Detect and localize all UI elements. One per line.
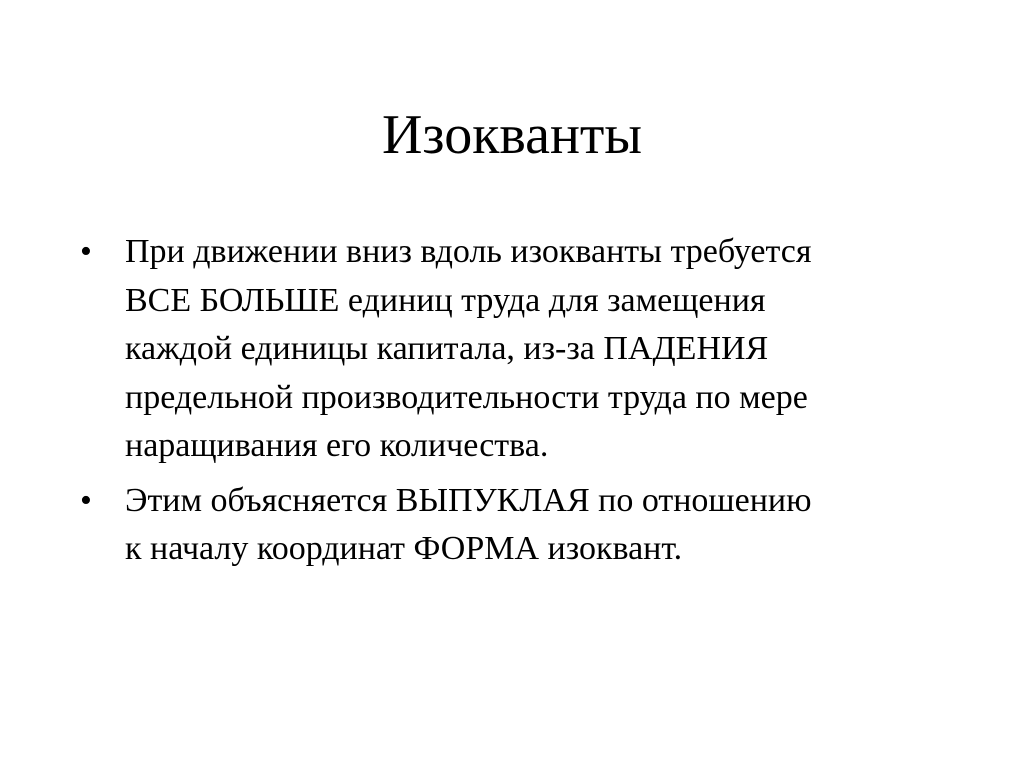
- bullet-icon: •: [80, 233, 92, 270]
- bullet-text-line: наращивания его количества.: [125, 427, 549, 464]
- slide-title: Изокванты: [381, 104, 643, 166]
- bullet-item: [80, 477, 960, 574]
- bullet-text-line: предельной производительности труда по мере: [125, 378, 808, 416]
- bullet-text-line: Этим объясняется ВЫПУКЛАЯ по отношению: [125, 481, 812, 519]
- bullet-item: [80, 228, 960, 471]
- bullet-text-line: ВСЕ БОЛЬШЕ единиц труда для замещения: [125, 281, 766, 319]
- bullet-text-line: каждой единицы капитала, из-за ПАДЕНИЯ: [125, 330, 769, 367]
- bullet-text-line: к началу координат ФОРМА изоквант.: [125, 530, 683, 567]
- bullet-icon: •: [80, 481, 92, 519]
- bullet-text-line: При движении вниз вдоль изокванты требуется: [125, 233, 812, 270]
- bullet-list: [80, 228, 960, 580]
